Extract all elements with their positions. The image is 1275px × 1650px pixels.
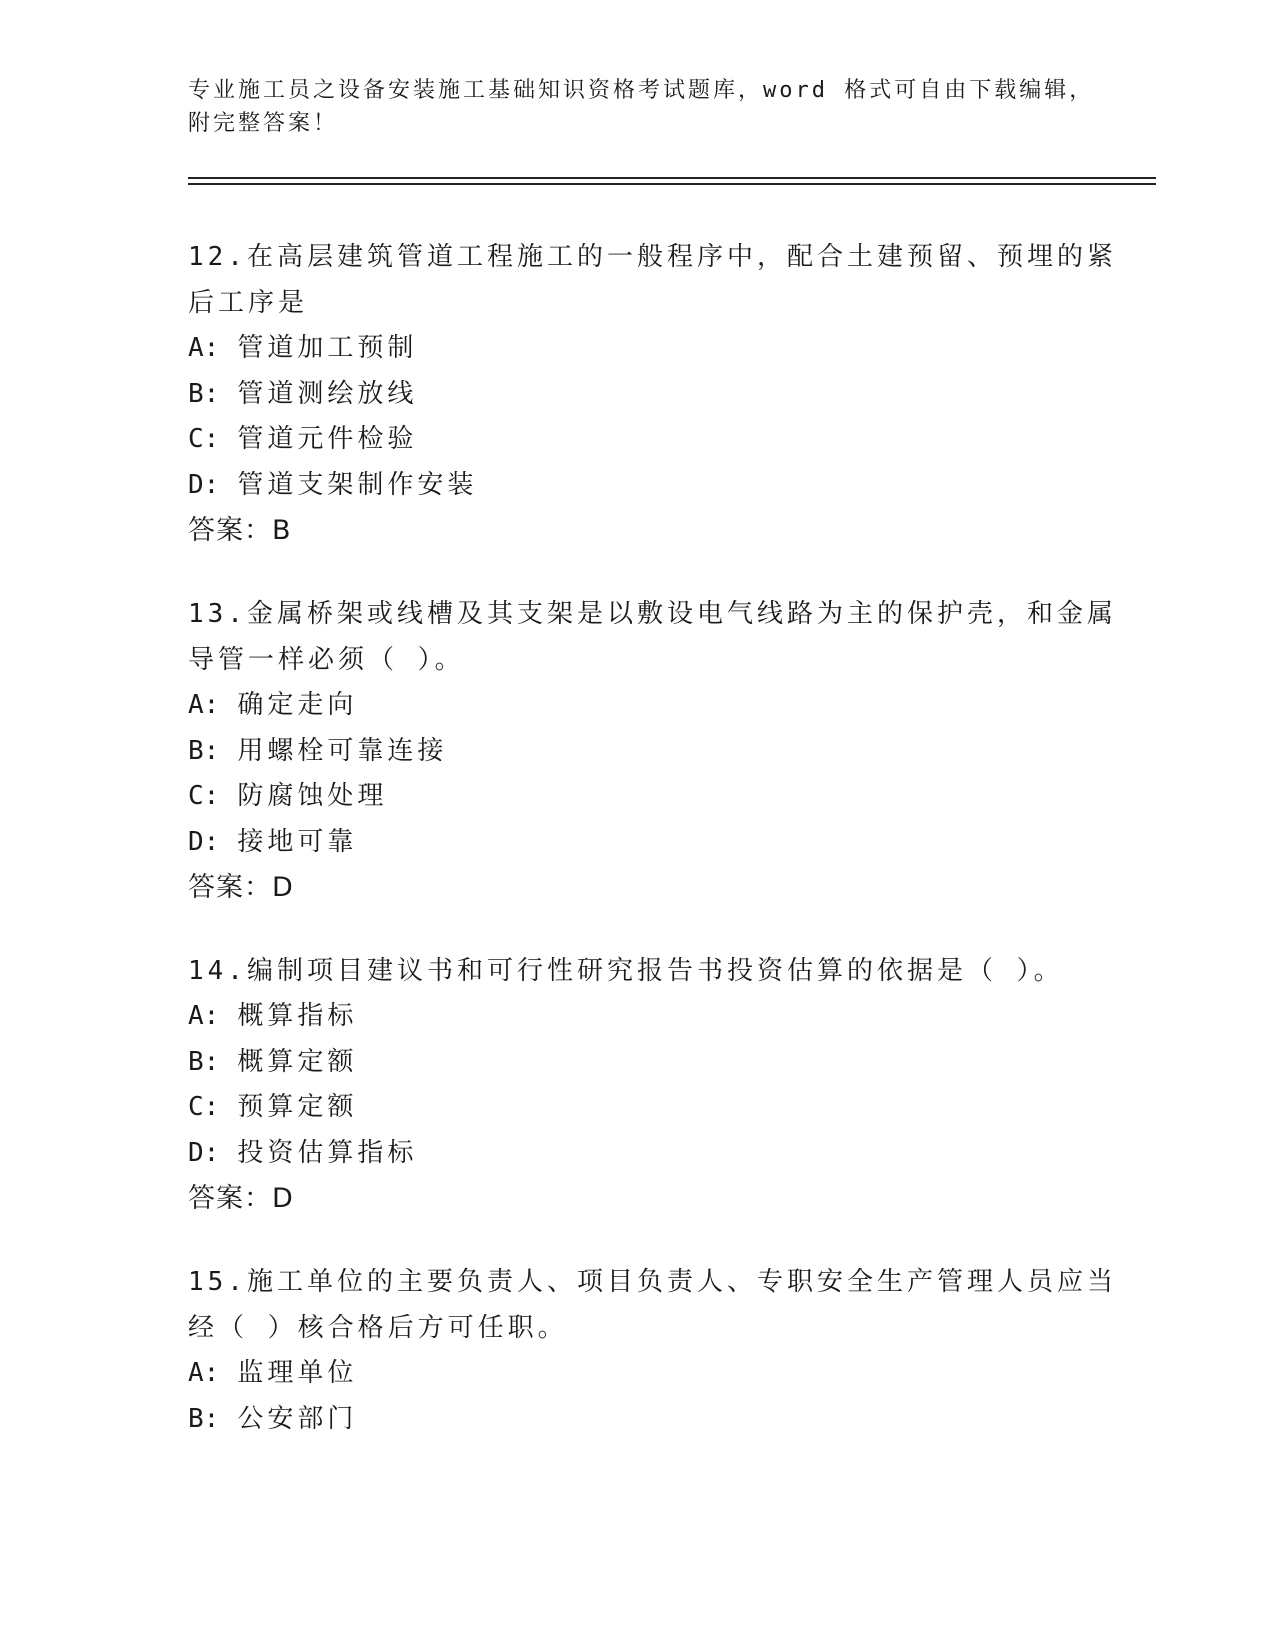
option-letter: A:: [188, 1358, 220, 1388]
question-12: [188, 234, 1117, 554]
option-letter: A:: [188, 333, 220, 363]
stem-line: 15.施工单位的主要负责人、项目负责人、专职安全生产管理人员应当: [188, 1267, 1117, 1297]
option-b: [188, 1397, 1088, 1443]
option-d: [188, 463, 1088, 509]
stem-line: 12.在高层建筑管道工程施工的一般程序中，配合土建预留、预埋的紧: [188, 242, 1117, 272]
option-a: [188, 683, 1088, 729]
option-a: [188, 994, 1088, 1040]
option-a: [188, 326, 1088, 372]
answer-line: 答案：D: [188, 1183, 294, 1214]
option-b: [188, 372, 1088, 418]
option-letter: D:: [188, 826, 220, 857]
option-b: [188, 729, 1088, 775]
option-a: [188, 1351, 1088, 1397]
answer-line: 答案：D: [188, 872, 294, 903]
option-text: 接地可靠: [237, 826, 358, 857]
question-list: [188, 234, 1117, 1479]
intro-line-1: 专业施工员之设备安装施工基础知识资格考试题库，word 格式可自由下载编辑，: [188, 78, 1095, 103]
header-divider-bottom: [188, 183, 1156, 185]
option-letter: D:: [188, 469, 220, 500]
option-letter: B:: [188, 735, 220, 766]
option-text: 管道加工预制: [237, 333, 418, 363]
stem-line: 导管一样必须（ ）。: [188, 645, 465, 675]
option-text: 管道元件检验: [237, 424, 418, 454]
answer-line: 答案：B: [188, 515, 292, 546]
option-letter: B:: [188, 378, 220, 409]
option-c: [188, 1085, 1088, 1131]
option-d: [188, 1131, 1088, 1177]
question-15: [188, 1259, 1117, 1442]
stem-line: 后工序是: [188, 288, 309, 318]
question-stem: [188, 948, 1088, 994]
document-intro: [188, 74, 1095, 140]
option-b: [188, 1040, 1088, 1086]
option-letter: A:: [188, 1001, 220, 1031]
option-letter: C:: [188, 781, 220, 811]
stem-line: 13.金属桥架或线槽及其支架是以敷设电气线路为主的保护壳，和金属: [188, 599, 1117, 629]
question-stem: [188, 1259, 1117, 1351]
option-text: 概算指标: [237, 1001, 358, 1031]
option-text: 确定走向: [237, 690, 358, 720]
stem-line: 经（ ）核合格后方可任职。: [188, 1313, 568, 1343]
option-text: 监理单位: [237, 1358, 358, 1388]
question-13: [188, 591, 1117, 911]
option-letter: B:: [188, 1403, 220, 1434]
option-d: [188, 820, 1088, 866]
question-stem: [188, 591, 1117, 683]
option-c: [188, 417, 1088, 463]
stem-line: 14.编制项目建议书和可行性研究报告书投资估算的依据是（ ）。: [188, 956, 1064, 986]
header-divider-top: [188, 177, 1156, 179]
option-text: 管道测绘放线: [237, 378, 418, 409]
option-text: 预算定额: [237, 1092, 358, 1122]
option-text: 公安部门: [237, 1403, 358, 1434]
option-text: 用螺栓可靠连接: [237, 735, 448, 766]
option-letter: B:: [188, 1046, 220, 1077]
option-letter: A:: [188, 690, 220, 720]
option-text: 概算定额: [237, 1046, 358, 1077]
option-text: 投资估算指标: [237, 1137, 418, 1168]
option-letter: D:: [188, 1137, 220, 1168]
question-14: [188, 948, 1088, 1222]
option-letter: C:: [188, 1092, 220, 1122]
option-text: 防腐蚀处理: [237, 781, 388, 811]
option-text: 管道支架制作安装: [237, 469, 478, 500]
question-stem: [188, 234, 1117, 326]
option-c: [188, 774, 1088, 820]
option-letter: C:: [188, 424, 220, 454]
intro-line-2: 附完整答案！: [188, 111, 339, 136]
